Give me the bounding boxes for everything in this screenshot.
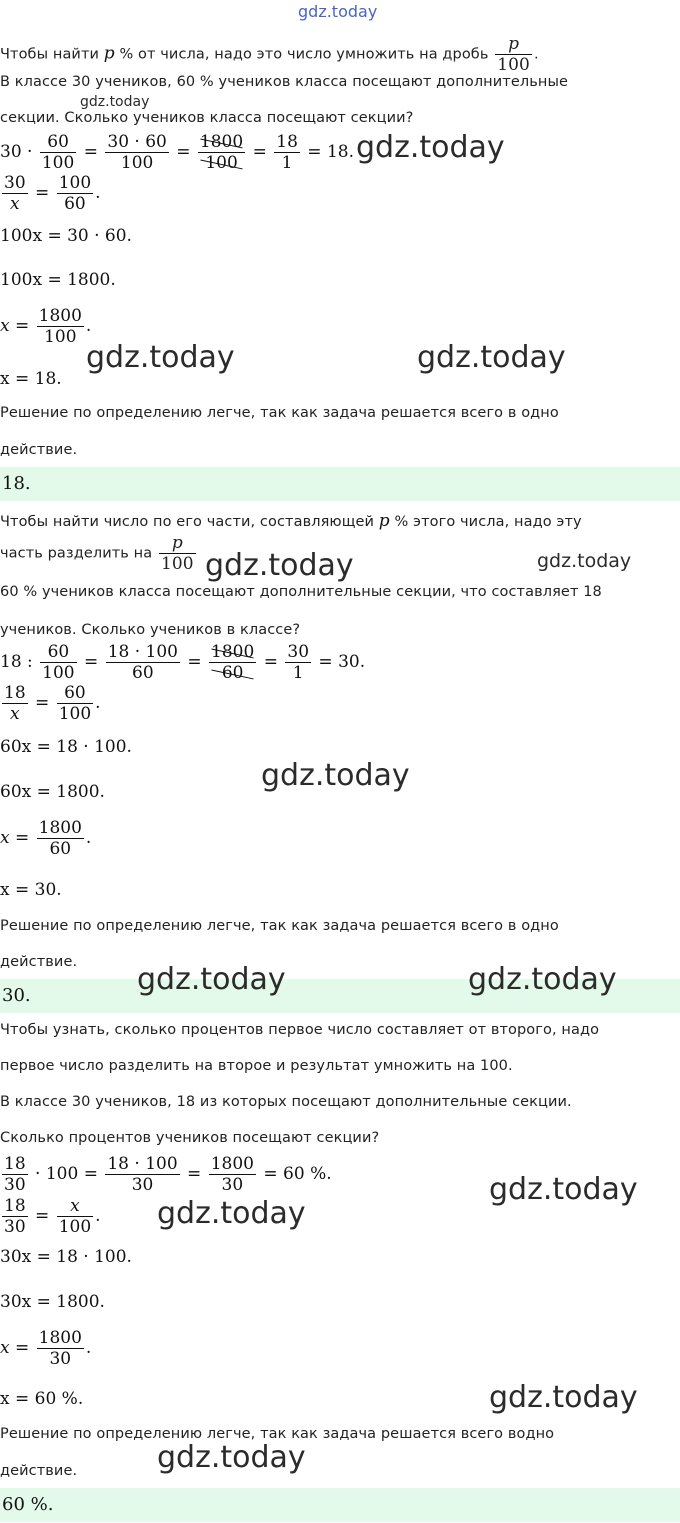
denominator: 30 xyxy=(131,1175,154,1195)
denominator: 60 xyxy=(49,839,72,859)
calculation: $\frac{18}{30}$ · 100 = $\frac{18 \cdot 100}{30}$ = $\frac{1800}{30}$ = 60 %. xyxy=(4,1154,332,1195)
fraction xyxy=(159,533,196,574)
fraction xyxy=(40,642,76,683)
answer-value: 60 %. xyxy=(2,1494,54,1515)
fraction xyxy=(57,173,93,214)
fraction xyxy=(2,173,28,214)
equation: x = $\frac{1800}{30}$ . xyxy=(0,1328,92,1369)
problem-text: Сколько процентов учеников посещают секции? xyxy=(0,1130,380,1146)
denominator: 60 xyxy=(209,663,256,683)
rule-text: Чтобы найти p % от числа, надо это число умножить на дробь $\frac{p}{100}$ . xyxy=(0,34,539,75)
equation: 60x = 1800. xyxy=(0,782,105,802)
note-text: действие. xyxy=(0,442,78,458)
numerator: 100 xyxy=(58,173,92,193)
watermark-text: gdz.today xyxy=(157,1440,306,1475)
watermark-text: gdz.today xyxy=(86,340,235,375)
rule-text-part: % от числа, надо это число умножить на дробь xyxy=(119,46,489,63)
equation-lhs: x = xyxy=(0,828,30,848)
fraction xyxy=(285,642,311,683)
denominator: 30 xyxy=(4,1175,26,1195)
numerator: 60 xyxy=(57,683,93,704)
equation: x = 30. xyxy=(0,880,62,900)
denominator: 100 xyxy=(160,554,194,574)
equation-lhs: x = xyxy=(0,316,30,336)
equation: x = 60 %. xyxy=(0,1389,84,1409)
denominator: 100 xyxy=(58,704,92,724)
numerator: 1800 xyxy=(38,306,82,326)
denominator: 100 xyxy=(42,663,75,683)
denominator: 100 xyxy=(44,327,77,347)
answer-value: 18. xyxy=(2,473,31,494)
numerator: 1800 xyxy=(210,1154,254,1174)
rule-text xyxy=(0,533,198,574)
denominator: 30 xyxy=(49,1349,72,1369)
numerator: 60 xyxy=(40,132,76,153)
numerator: 1800 xyxy=(38,818,82,838)
watermark-text: gdz.today xyxy=(489,1172,638,1207)
note-text: Решение по определению легче, так как задача решается всего водно xyxy=(0,1426,555,1442)
numerator: 18 xyxy=(276,132,298,152)
numerator: 1800 xyxy=(199,132,244,152)
calc-part: 30 · xyxy=(0,142,33,162)
note-text: Решение по определению легче, так как задача решается всего в одно xyxy=(0,405,559,421)
fraction xyxy=(37,1328,84,1369)
answer-bar xyxy=(0,1488,680,1522)
rule-text-part: часть разделить на xyxy=(0,545,153,562)
calculation: 30 · $\frac{60}{100}$ = $\frac{30 \cdot 60}{100}$ = $\frac{1800}{100}$ = $\frac{18}{1}$ = 18. xyxy=(0,132,354,173)
calculation: 18 : $\frac{60}{100}$ = $\frac{18 \cdot 100}{60}$ = $\frac{1800}{60}$ = $\frac{30}{1}$ = 30. xyxy=(0,642,366,683)
denominator: 60 xyxy=(64,194,86,214)
fraction xyxy=(37,818,84,859)
watermark-text: gdz.today xyxy=(261,758,410,793)
proportion: $\frac{18}{x}$ = $\frac{60}{100}$ . xyxy=(4,683,101,724)
numerator: 1800 xyxy=(211,642,255,662)
denominator: 1 xyxy=(292,663,304,683)
numerator: 1800 xyxy=(38,1328,82,1348)
calc-part: = 30. xyxy=(318,652,366,672)
answer-bar xyxy=(0,467,680,501)
equation: 100x = 1800. xyxy=(0,270,116,290)
equation: 30x = 18 · 100. xyxy=(0,1247,132,1267)
calc-part: 18 : xyxy=(0,652,33,672)
watermark-text: gdz.today xyxy=(80,94,150,110)
numerator: p xyxy=(495,34,532,55)
denominator: x xyxy=(10,704,20,724)
fraction xyxy=(2,1196,28,1237)
fraction xyxy=(105,132,168,173)
problem-text: секции. Сколько учеников класса посещают секции? xyxy=(0,110,414,126)
denominator: 100 xyxy=(41,153,75,173)
fraction xyxy=(57,1196,93,1237)
watermark-text: gdz.today xyxy=(468,962,617,997)
watermark-text: gdz.today xyxy=(417,340,566,375)
watermark-text: gdz.today xyxy=(137,962,286,997)
problem-text: В классе 30 учеников, 60 % учеников класса посещают дополнительные xyxy=(0,74,569,90)
watermark-text: gdz.today xyxy=(298,2,378,21)
rule-variable: p xyxy=(378,511,390,531)
fraction xyxy=(2,683,28,724)
fraction-cancelled xyxy=(198,132,245,173)
watermark-text: gdz.today xyxy=(537,550,632,572)
calc-part: = 60 %. xyxy=(263,1164,332,1184)
equation: x = $\frac{1800}{60}$ . xyxy=(0,818,92,859)
fraction xyxy=(274,132,300,173)
watermark-text: gdz.today xyxy=(489,1380,638,1415)
proportion: $\frac{18}{30}$ = $\frac{x}{100}$ . xyxy=(4,1196,101,1237)
answer-value: 30. xyxy=(2,985,31,1006)
numerator: 60 xyxy=(40,642,76,663)
rule-variable: p xyxy=(103,43,115,64)
watermark-text: gdz.today xyxy=(356,130,505,165)
watermark-text: gdz.today xyxy=(205,548,354,583)
problem-text: учеников. Сколько учеников в классе? xyxy=(0,622,301,638)
equation: 60x = 18 · 100. xyxy=(0,737,132,757)
denominator: 100 xyxy=(58,1217,92,1237)
problem-text: В классе 30 учеников, 18 из которых посещают дополнительные секции. xyxy=(0,1094,572,1110)
numerator: 18 xyxy=(4,683,26,703)
note-text: действие. xyxy=(0,1463,78,1479)
equation: x = 18. xyxy=(0,369,62,389)
denominator: 1 xyxy=(281,153,293,173)
note-text: действие. xyxy=(0,954,78,970)
fraction xyxy=(2,1154,28,1195)
calc-part: = 18. xyxy=(307,142,354,162)
watermark-text: gdz.today xyxy=(157,1196,306,1231)
rule-text xyxy=(0,511,582,531)
problem-text: 60 % учеников класса посещают дополнительные секции, что составляет 18 xyxy=(0,584,602,600)
numerator: 30 xyxy=(287,642,310,662)
numerator: 18 · 100 xyxy=(107,1154,178,1174)
numerator: 30 · 60 xyxy=(107,132,167,152)
numerator: 18 · 100 xyxy=(107,642,178,662)
fraction xyxy=(106,642,180,683)
fraction xyxy=(40,132,76,173)
rule-text: первое число разделить на второе и результат умножить на 100. xyxy=(0,1058,513,1074)
denominator: 60 xyxy=(132,663,154,683)
fraction xyxy=(495,34,532,75)
fraction xyxy=(37,306,84,347)
denominator: 30 xyxy=(221,1175,244,1195)
rule-text-part: Чтобы найти xyxy=(0,46,100,63)
numerator: 18 xyxy=(4,1154,26,1174)
fraction-cancelled xyxy=(209,642,256,683)
denominator: 100 xyxy=(198,153,245,173)
rule-text-part: Чтобы найти число по его части, составляющей xyxy=(0,514,375,530)
rule-text-part: % этого числа, надо эту xyxy=(394,514,582,530)
numerator: 18 xyxy=(4,1196,26,1216)
fraction xyxy=(105,1154,179,1195)
denominator: x xyxy=(10,194,20,214)
numerator: p xyxy=(159,533,196,554)
denominator: 30 xyxy=(4,1217,26,1237)
denominator: 100 xyxy=(497,55,530,75)
equation: 30x = 1800. xyxy=(0,1292,105,1312)
equation: 100x = 30 · 60. xyxy=(0,226,132,246)
proportion: $\frac{30}{x}$ = $\frac{100}{60}$ . xyxy=(4,173,101,214)
fraction xyxy=(209,1154,256,1195)
numerator: x xyxy=(57,1196,93,1217)
numerator: 30 xyxy=(4,173,26,193)
rule-text: Чтобы узнать, сколько процентов первое число составляет от второго, надо xyxy=(0,1022,600,1038)
calc-part: · 100 = xyxy=(35,1164,98,1184)
note-text: Решение по определению легче, так как задача решается всего в одно xyxy=(0,918,559,934)
equation: x = $\frac{1800}{100}$ . xyxy=(0,306,92,347)
equation-lhs: x = xyxy=(0,1338,30,1358)
denominator: 100 xyxy=(120,153,154,173)
fraction xyxy=(57,683,93,724)
